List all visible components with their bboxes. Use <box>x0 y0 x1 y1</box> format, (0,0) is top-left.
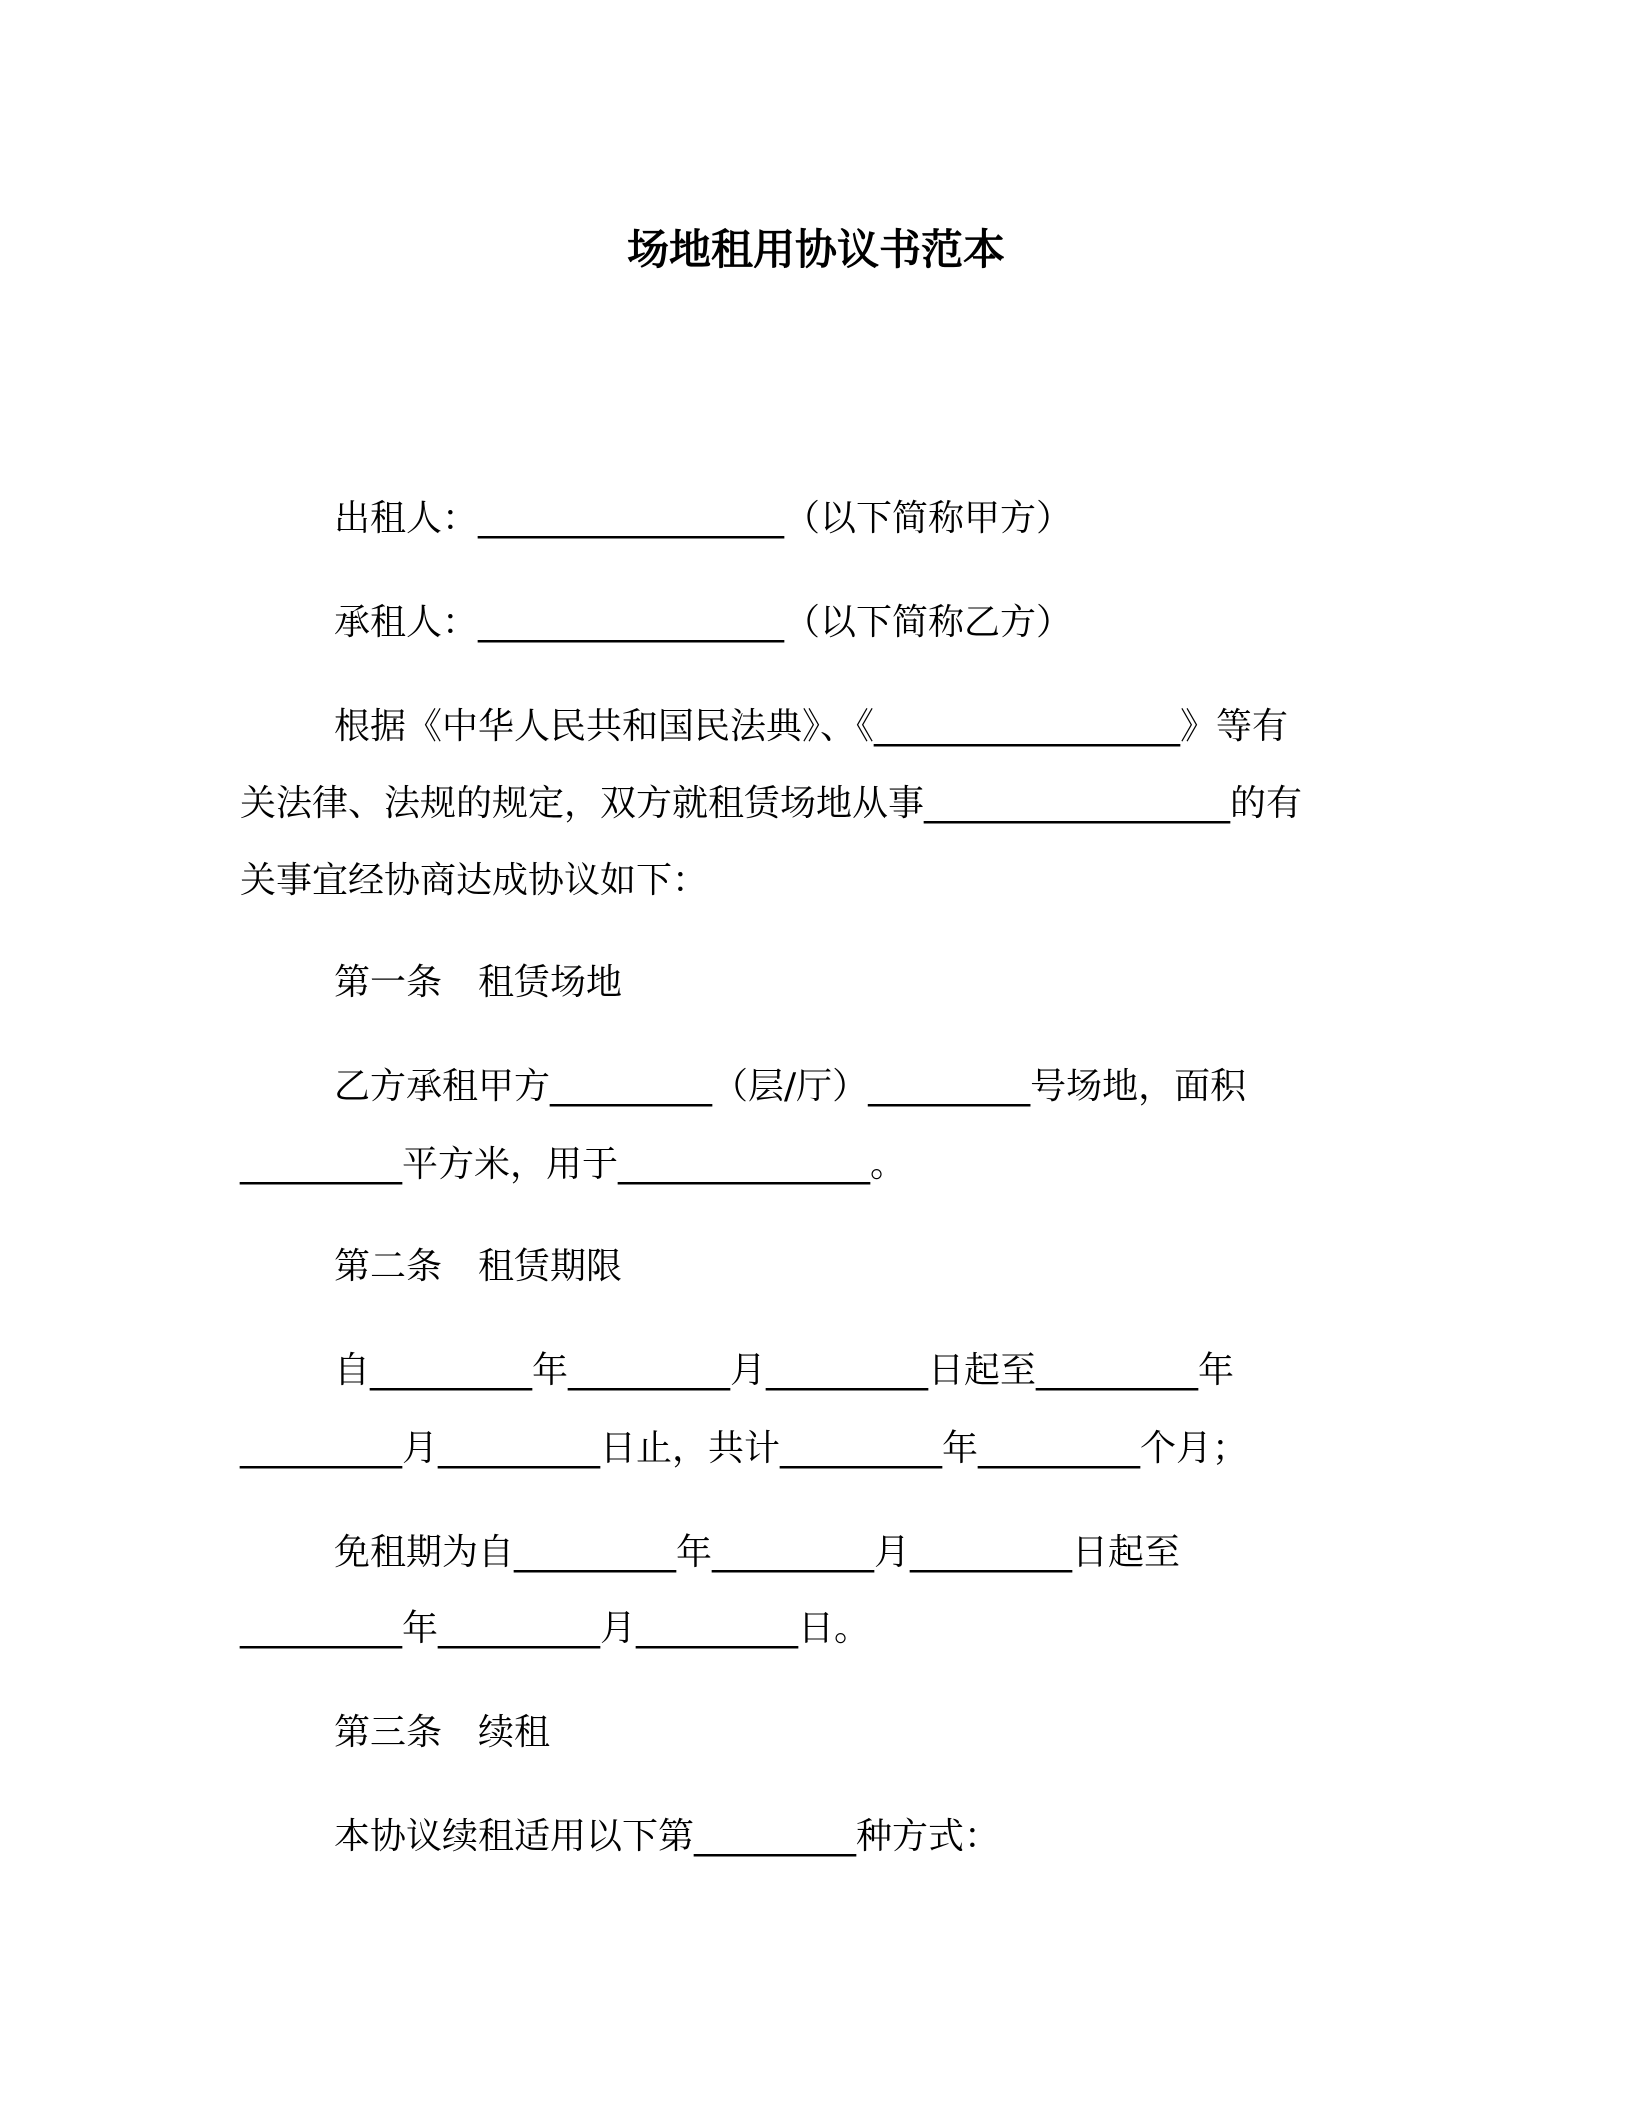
article-2-line-1: 自_________年_________月_________日起至_________年 <box>334 1350 1235 1391</box>
article-2-heading: 第二条 租赁期限 <box>334 1246 623 1287</box>
lessee-line: 承租人：_________________（以下简称乙方） <box>334 602 1073 643</box>
article-2-line-2: _________月_________日止，共计_________年_________个月； <box>240 1428 1249 1469</box>
document-title: 场地租用协议书范本 <box>626 225 1005 274</box>
article-2-line-4: _________年_________月_________日。 <box>240 1608 870 1649</box>
article-1-heading: 第一条 租赁场地 <box>334 962 623 1003</box>
preamble-line-2: 关法律、法规的规定，双方就租赁场地从事_________________的有 <box>240 783 1303 824</box>
article-1-line-1: 乙方承租甲方_________（层/厅）_________号场地，面积 <box>334 1066 1247 1107</box>
article-3-line-1: 本协议续租适用以下第_________种方式： <box>334 1816 1001 1857</box>
preamble-line-3: 关事宜经协商达成协议如下： <box>240 860 709 901</box>
article-3-heading: 第三条 续租 <box>334 1712 551 1753</box>
lessor-line: 出租人：_________________（以下简称甲方） <box>334 498 1073 539</box>
article-1-line-2: _________平方米，用于______________。 <box>240 1144 907 1185</box>
preamble-line-1: 根据《中华人民共和国民法典》、《_________________》等有 <box>334 706 1289 747</box>
article-2-line-3: 免租期为自_________年_________月_________日起至 <box>334 1532 1181 1573</box>
